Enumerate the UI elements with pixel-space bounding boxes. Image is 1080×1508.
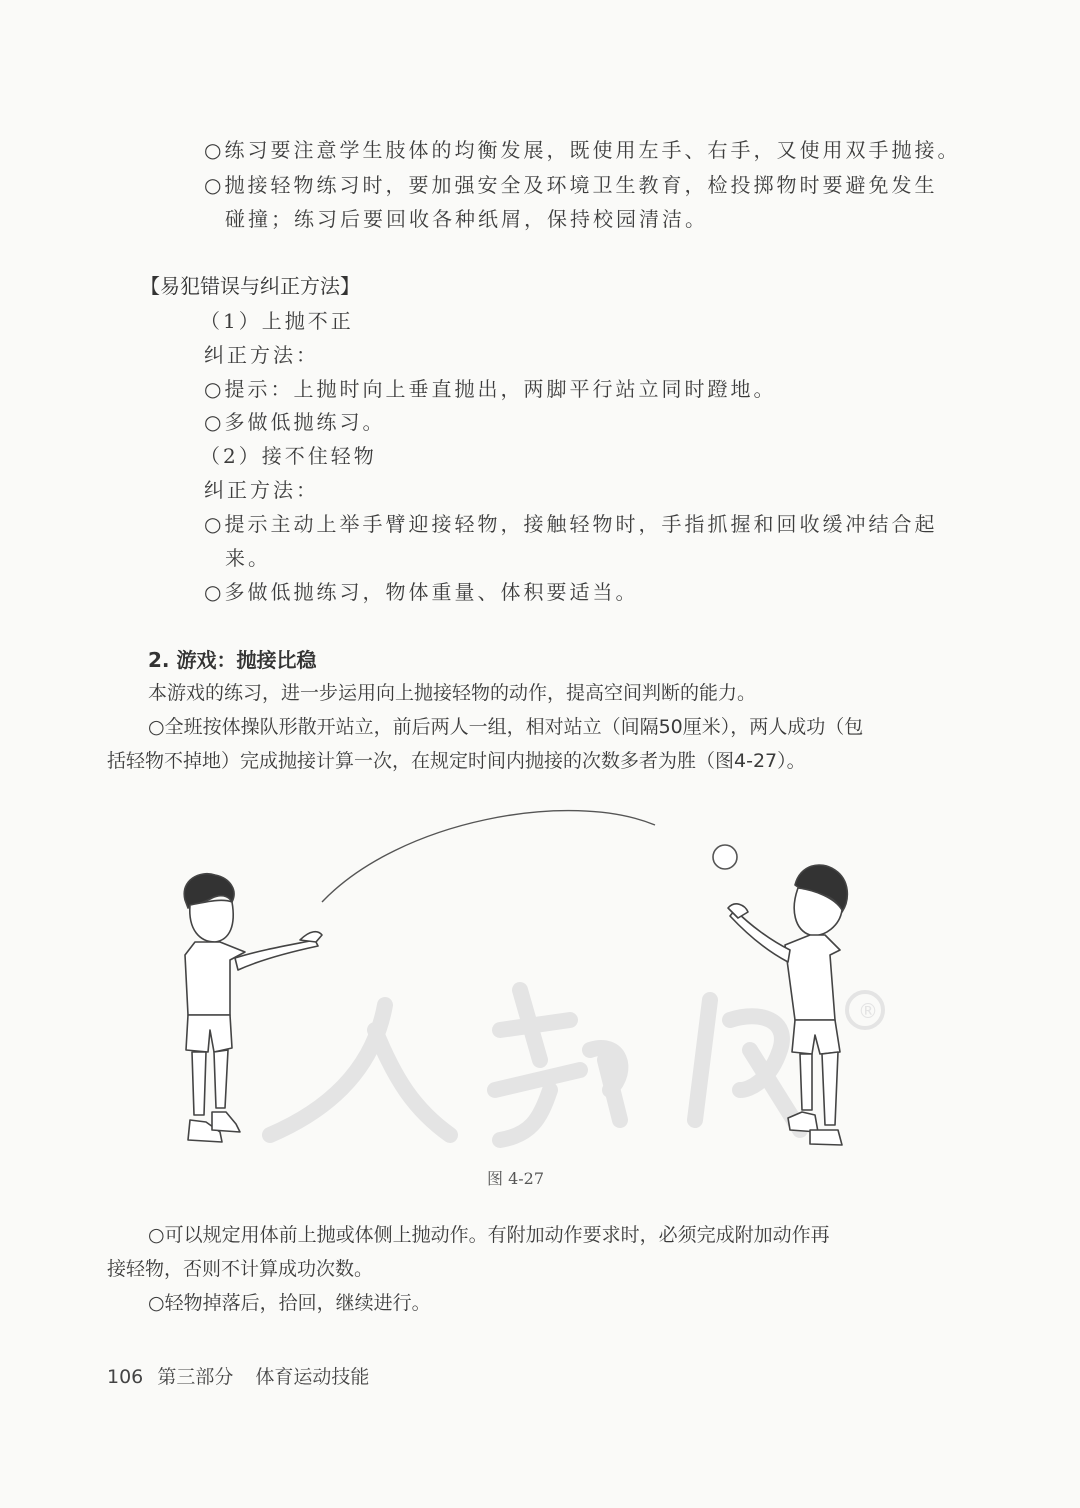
error-item-2-point-2: ○多做低抛练习，物体重量、体积要适当。	[204, 580, 639, 604]
game-note-2: ○轻物掉落后，拾回，继续进行。	[148, 1292, 431, 1314]
error-item-2-point-1: ○提示主动上举手臂迎接轻物，接触轻物时，手指抓握和回收缓冲结合起	[204, 512, 938, 536]
note-balance: ○练习要注意学生肢体的均衡发展，既使用左手、右手，又使用双手抛接。	[204, 138, 961, 162]
game-rule-line-1: ○全班按体操队形散开站立，前后两人一组，相对站立（间隔50厘米），两人成功（包	[148, 716, 864, 738]
game-intro: 本游戏的练习，进一步运用向上抛接轻物的动作，提高空间判断的能力。	[148, 682, 757, 704]
error-item-1-title: （1）上抛不正	[200, 309, 354, 333]
page-footer	[107, 1362, 369, 1389]
footer-part: 第三部分	[157, 1366, 234, 1388]
boy-thrower-figure	[184, 874, 322, 1142]
throw-catch-illustration	[150, 790, 930, 1170]
game-note-1-line-1: ○可以规定用体前上抛或体侧上抛动作。有附加动作要求时，必须完成附加动作再	[148, 1224, 830, 1246]
page-number: 106	[107, 1366, 144, 1388]
error-item-2-point-1-cont: 来。	[225, 546, 271, 570]
footer-chapter: 体育运动技能	[255, 1366, 370, 1388]
note-safety: ○抛接轻物练习时，要加强安全及环境卫生教育，检投掷物时要避免发生	[204, 173, 938, 197]
game-section-title: 2. 游戏：抛接比稳	[148, 648, 317, 672]
error-item-1-method-label: 纠正方法：	[204, 343, 319, 367]
error-item-1-point-2: ○多做低抛练习。	[204, 410, 386, 434]
ball-trajectory	[322, 811, 655, 902]
watermark-registered-mark: ®	[858, 999, 878, 1023]
game-rule-line-2: 括轻物不掉地）完成抛接计算一次，在规定时间内抛接的次数多者为胜（图4-27）。	[107, 750, 806, 772]
error-item-2-method-label: 纠正方法：	[204, 478, 319, 502]
errors-section-title: 【易犯错误与纠正方法】	[140, 274, 360, 298]
game-note-1-line-2: 接轻物，否则不计算成功次数。	[107, 1258, 374, 1280]
figure-4-27	[150, 790, 930, 1170]
ball	[713, 845, 737, 869]
error-item-1-point-1: ○提示：上抛时向上垂直抛出，两脚平行站立同时蹬地。	[204, 377, 777, 401]
note-safety-cont: 碰撞；练习后要回收各种纸屑，保持校园清洁。	[225, 207, 708, 231]
error-item-2-title: （2）接不住轻物	[200, 444, 377, 468]
figure-caption: 图 4-27	[487, 1169, 545, 1188]
